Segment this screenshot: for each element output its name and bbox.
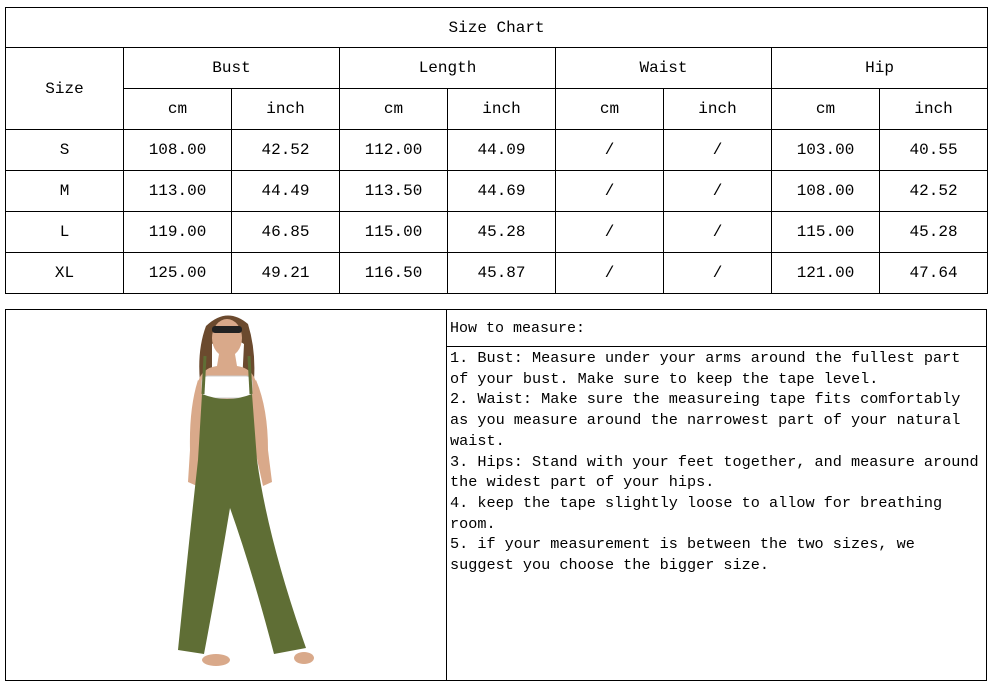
- white-top: [202, 376, 252, 398]
- value-cell: 115.00: [340, 212, 448, 253]
- value-cell: /: [664, 171, 772, 212]
- instruction-waist: 2. Waist: Make sure the measureing tape fits comfortably as you measure around the narrowest part of your natural waist.: [450, 390, 970, 450]
- model-in-jumpsuit-illustration: [6, 310, 446, 680]
- instruction-bust: 1. Bust: Measure under your arms around the fullest part of your bust. Make sure to keep the tape level.: [450, 349, 970, 388]
- unit-header: inch: [232, 89, 340, 130]
- table-row: [6, 171, 988, 212]
- value-cell: 40.55: [880, 130, 988, 171]
- instruction-tape: 4. keep the tape slightly loose to allow for breathing room.: [450, 493, 952, 533]
- value-cell: 44.69: [448, 171, 556, 212]
- unit-header: cm: [340, 89, 448, 130]
- instruction-hips: 3. Hips: Stand with your feet together, and measure around the widest part of your hips.: [450, 452, 988, 492]
- group-header-length: Length: [340, 48, 556, 89]
- value-cell: 108.00: [124, 130, 232, 171]
- how-to-measure-header: [447, 310, 986, 347]
- face: [212, 319, 242, 357]
- value-cell: 119.00: [124, 212, 232, 253]
- value-cell: 125.00: [124, 253, 232, 294]
- value-cell: 113.50: [340, 171, 448, 212]
- unit-header: inch: [880, 89, 988, 130]
- value-cell: 42.52: [232, 130, 340, 171]
- value-cell: 116.50: [340, 253, 448, 294]
- value-cell: 115.00: [772, 212, 880, 253]
- value-cell: 42.52: [880, 171, 988, 212]
- measure-panel: [5, 309, 987, 681]
- value-cell: 45.28: [448, 212, 556, 253]
- how-to-measure-instructions: [450, 348, 988, 576]
- group-header-hip: Hip: [772, 48, 988, 89]
- size-cell: XL: [6, 253, 124, 294]
- value-cell: 121.00: [772, 253, 880, 294]
- value-cell: 46.85: [232, 212, 340, 253]
- group-header-waist: Waist: [556, 48, 772, 89]
- size-cell: M: [6, 171, 124, 212]
- value-cell: /: [556, 253, 664, 294]
- size-chart-table: [5, 7, 988, 294]
- value-cell: /: [664, 253, 772, 294]
- value-cell: 103.00: [772, 130, 880, 171]
- value-cell: /: [664, 130, 772, 171]
- unit-header: inch: [664, 89, 772, 130]
- value-cell: 44.09: [448, 130, 556, 171]
- value-cell: 45.87: [448, 253, 556, 294]
- value-cell: /: [664, 212, 772, 253]
- size-cell: L: [6, 212, 124, 253]
- table-row: [6, 253, 988, 294]
- table-row: [6, 130, 988, 171]
- chart-title: Size Chart: [6, 8, 988, 48]
- left-strap: [203, 356, 205, 394]
- value-cell: 44.49: [232, 171, 340, 212]
- table-row: [6, 212, 988, 253]
- value-cell: /: [556, 212, 664, 253]
- value-cell: /: [556, 130, 664, 171]
- unit-header: cm: [772, 89, 880, 130]
- value-cell: 45.28: [880, 212, 988, 253]
- right-foot: [294, 652, 314, 664]
- value-cell: 113.00: [124, 171, 232, 212]
- left-foot: [202, 654, 230, 666]
- value-cell: /: [556, 171, 664, 212]
- unit-header-row: [6, 89, 988, 130]
- title-row: [6, 8, 988, 48]
- value-cell: 49.21: [232, 253, 340, 294]
- group-header-row: [6, 48, 988, 89]
- unit-header: cm: [556, 89, 664, 130]
- size-column-header: Size: [6, 48, 124, 130]
- value-cell: 108.00: [772, 171, 880, 212]
- unit-header: cm: [124, 89, 232, 130]
- group-header-bust: Bust: [124, 48, 340, 89]
- instruction-between-sizes: 5. if your measurement is between the two sizes, we suggest you choose the bigger size.: [450, 535, 924, 575]
- value-cell: 47.64: [880, 253, 988, 294]
- size-cell: S: [6, 130, 124, 171]
- unit-header: inch: [448, 89, 556, 130]
- value-cell: 112.00: [340, 130, 448, 171]
- how-to-measure-title: How to measure:: [450, 320, 586, 337]
- right-strap: [249, 356, 251, 394]
- sunglasses: [212, 326, 242, 333]
- product-photo: [6, 310, 447, 680]
